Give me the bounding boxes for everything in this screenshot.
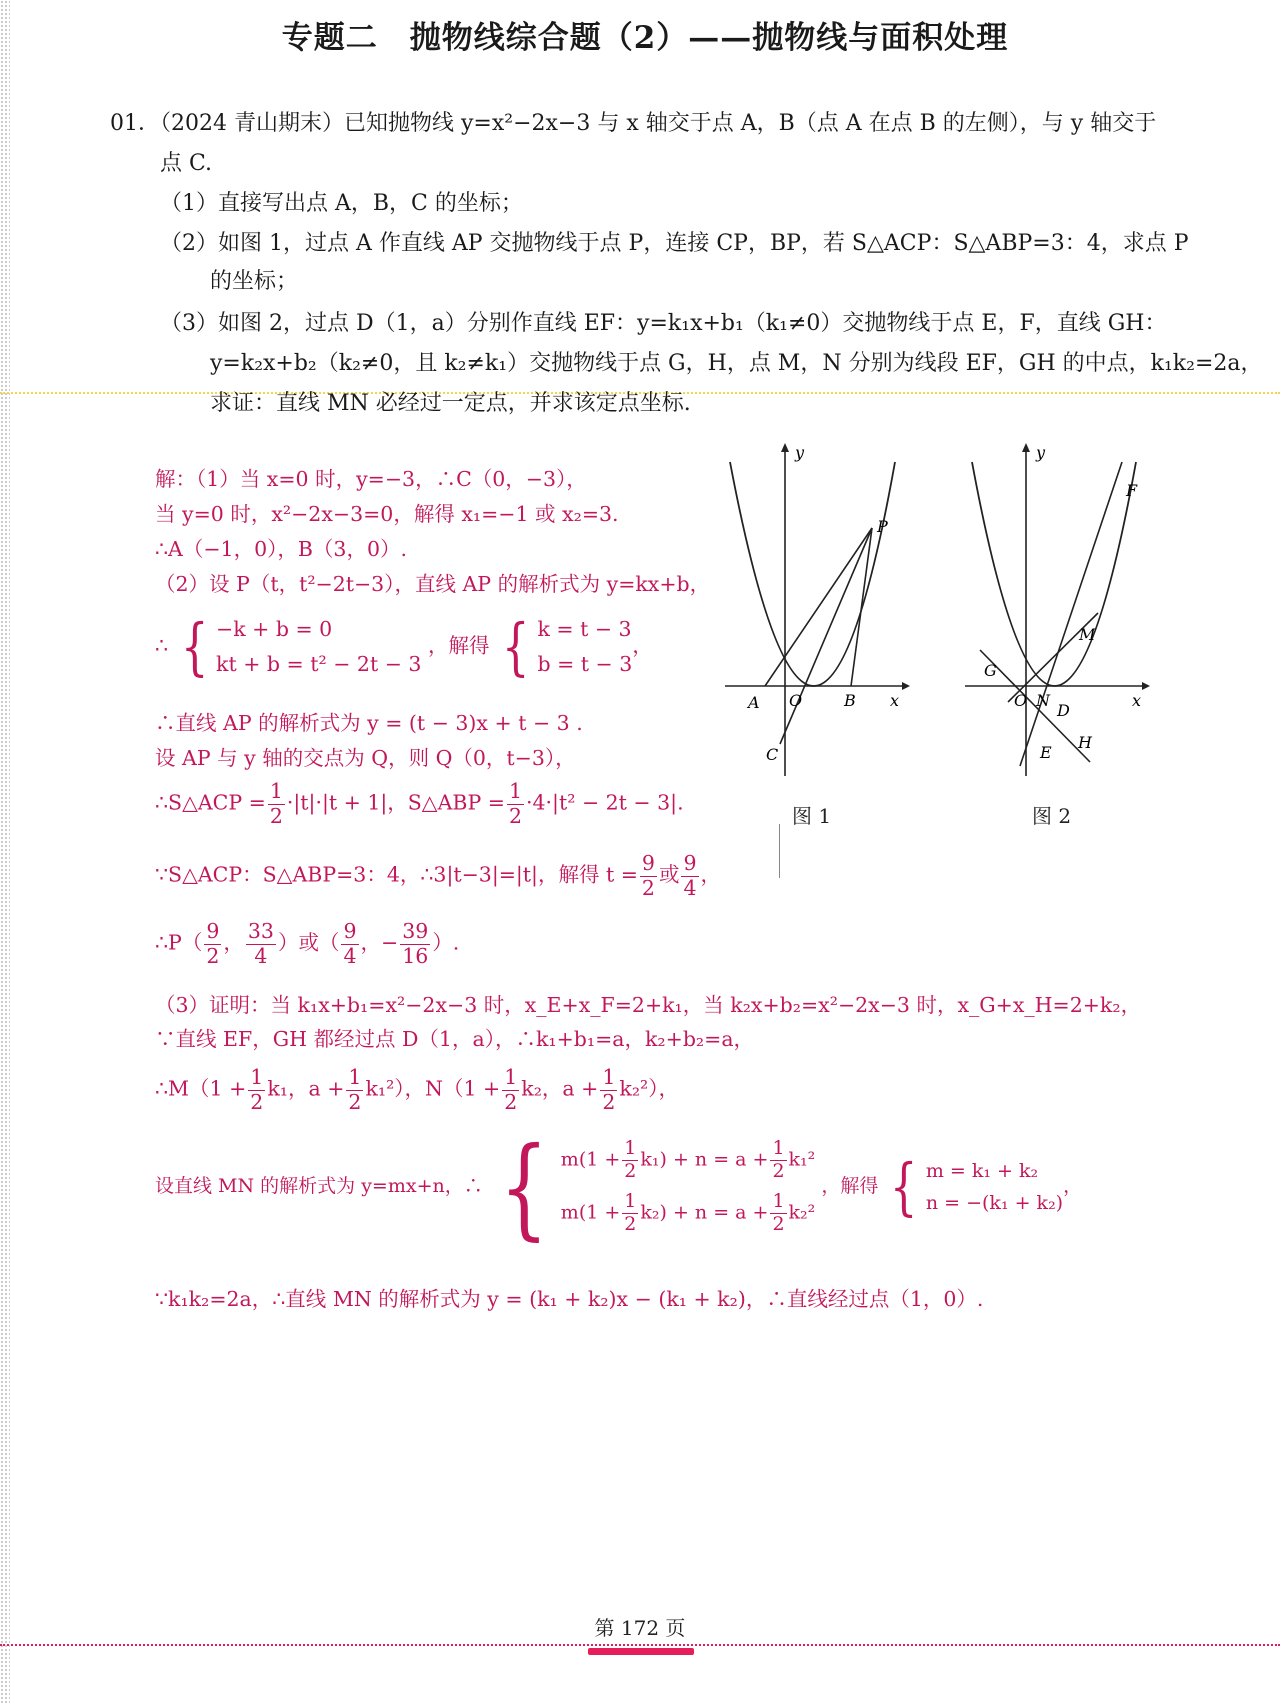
fraction: [770, 1138, 786, 1183]
line-AP: [765, 528, 872, 686]
text: ∴P（: [155, 930, 203, 955]
text: ∵S△ACP：S△ABP=3：4，∴3|t−3|=|t|，解得 t =: [155, 862, 638, 887]
figure-1: [720, 440, 910, 780]
text: ∴S△ACP =: [155, 790, 266, 815]
text: k₂²），: [619, 1076, 679, 1101]
numerator: 9: [206, 919, 220, 943]
label-D: D: [1057, 701, 1070, 720]
scan-mark: [779, 824, 780, 878]
fraction: [346, 1066, 363, 1114]
fraction: [502, 1066, 519, 1114]
punctuation: ，: [700, 862, 721, 887]
problem-part-3-line-1: （3）如图 2，过点 D（1，a）分别作直线 EF：y=k₁x+b₁（k₁≠0）交抛物线于点 E，F，直线 GH：: [160, 311, 1167, 336]
numerator: 1: [269, 779, 283, 803]
numerator: 1: [602, 1065, 616, 1089]
solution-system-1: [155, 609, 653, 683]
x-axis-arrow: [902, 682, 910, 690]
fraction: [622, 1138, 638, 1183]
solution-system: [537, 612, 632, 682]
text: ，: [223, 930, 244, 955]
denominator: 2: [772, 1212, 785, 1235]
numerator: 1: [772, 1190, 785, 1212]
page-number: 第 172 页: [594, 1616, 686, 1640]
therefore-symbol: ∴: [155, 633, 169, 658]
punctuation: ，: [1063, 1175, 1083, 1197]
solution-line-4: （2）设 P（t，t²−2t−3），直线 AP 的解析式为 y=kx+b，: [155, 572, 711, 596]
text: k₂²: [788, 1201, 816, 1224]
denominator: 2: [348, 1089, 362, 1114]
numerator: 9: [683, 851, 697, 875]
fraction: [622, 1191, 638, 1236]
numerator: 39: [402, 919, 429, 943]
x-axis-arrow: [1142, 682, 1150, 690]
solution-line-8: [155, 852, 721, 900]
equation: b = t − 3: [537, 651, 633, 676]
numerator: 33: [247, 919, 274, 943]
numerator: 1: [504, 1065, 518, 1089]
denominator: 2: [772, 1160, 785, 1183]
numerator: 9: [343, 919, 357, 943]
denominator: 4: [683, 875, 697, 900]
solution-line-10: （3）证明：当 k₁x+b₁=x²−2x−3 时，x_E+x_F=2+k₁，当 k₂x+b₂=x²−2x−3 时，x_G+x_H=2+k₂，: [155, 993, 1142, 1017]
footer-dotted-line: [0, 1644, 1280, 1646]
text: m(1 +: [560, 1201, 621, 1224]
text: 或: [658, 862, 680, 887]
problem-source: （2024 青山期末）: [160, 111, 344, 136]
text: m(1 +: [560, 1148, 621, 1171]
label-A: A: [748, 693, 760, 712]
denominator: 2: [206, 943, 220, 968]
y-axis-arrow: [781, 443, 789, 452]
denominator: 2: [641, 875, 655, 900]
problem-part-2-line-2: 的坐标；: [210, 269, 299, 294]
figure-1-caption: 图 1: [792, 804, 832, 828]
page-edge-texture: [0, 0, 10, 1704]
label-O: O: [1014, 691, 1028, 710]
solution-line-3: ∴A（−1，0），B（3，0）.: [155, 537, 408, 561]
numerator: 1: [250, 1065, 264, 1089]
y-axis-arrow: [1022, 443, 1030, 452]
denominator: 2: [602, 1089, 616, 1114]
left-brace: {: [180, 609, 209, 683]
denominator: 2: [269, 803, 283, 828]
equation: −k + b = 0: [216, 617, 333, 641]
text: k₁，a +: [267, 1076, 345, 1101]
parabola: [730, 462, 895, 686]
numerator: 1: [624, 1190, 637, 1212]
text: k₂，a +: [521, 1076, 599, 1101]
problem-line-1: [110, 106, 1156, 137]
solve-text: ，解得: [821, 1175, 879, 1197]
denominator: 4: [343, 943, 357, 968]
label-O: O: [789, 691, 803, 710]
numerator: 1: [624, 1137, 637, 1160]
punctuation: ，: [632, 633, 653, 658]
problem-line-2: 点 C.: [160, 151, 213, 176]
equation: [561, 1187, 816, 1240]
denominator: 16: [402, 943, 429, 968]
problem-text: 已知抛物线 y=x²−2x−3 与 x 轴交于点 A，B（点 A 在点 B 的左侧），与 y 轴交于: [343, 111, 1157, 136]
label-E: E: [1040, 743, 1052, 762]
text: ∴M（1 +: [155, 1076, 247, 1101]
denominator: 2: [250, 1089, 264, 1114]
label-M: M: [1079, 625, 1096, 644]
equation: [561, 1134, 816, 1187]
figure-2: [960, 440, 1150, 780]
text: ·|t|·|t + 1|，S△ABP =: [286, 790, 505, 815]
fraction: [246, 920, 276, 968]
equation: kt + b = t² − 2t − 3: [216, 651, 422, 676]
numerator: 1: [772, 1137, 785, 1160]
text: k₁²），N（1 +: [365, 1076, 501, 1101]
page-title: 专题二 抛物线综合题（2）——抛物线与面积处理: [281, 20, 1009, 56]
text: ）.: [432, 930, 460, 955]
solution-line-14: ∵k₁k₂=2a，∴直线 MN 的解析式为 y = (k₁ + k₂)x − (k₁ + k₂)，∴直线经过点（1，0）.: [155, 1287, 984, 1311]
denominator: 2: [624, 1160, 637, 1183]
fraction: [600, 1066, 617, 1114]
label-G: G: [984, 661, 997, 680]
label-x: x: [1132, 691, 1142, 710]
footer-accent-bar: [588, 1648, 694, 1655]
text: k₁) + n = a +: [640, 1148, 769, 1171]
left-brace: {: [890, 1150, 918, 1223]
problem-number: 01．: [110, 111, 160, 136]
solution-line-6: 设 AP 与 y 轴的交点为 Q，则 Q（0，t−3），: [155, 746, 576, 770]
label-x: x: [890, 691, 900, 710]
solution-line-5: ∴直线 AP 的解析式为 y = (t − 3)x + t − 3 .: [155, 711, 583, 735]
solution-line-7: [155, 780, 684, 828]
equation: n = −(k₁ + k₂): [925, 1192, 1064, 1214]
fraction: [268, 780, 285, 828]
denominator: 2: [504, 1089, 518, 1114]
label-P: P: [877, 517, 888, 536]
solution-line-12: [155, 1066, 679, 1114]
label-H: H: [1078, 733, 1092, 752]
numerator: 1: [348, 1065, 362, 1089]
problem-part-3-line-2: y=k₂x+b₂（k₂≠0，且 k₂≠k₁）交抛物线于点 G，H，点 M，N 分别为线段 EF，GH 的中点，k₁k₂=2a，: [210, 351, 1263, 376]
solution-line-13: [155, 1123, 1083, 1251]
text: ）或（: [277, 930, 340, 955]
label-y: y: [1036, 443, 1046, 462]
fraction: [507, 780, 524, 828]
problem-part-1: （1）直接写出点 A，B，C 的坐标；: [160, 191, 523, 216]
denominator: 2: [624, 1212, 637, 1235]
text: k₁²: [788, 1148, 816, 1171]
denominator: 2: [508, 803, 522, 828]
solution-line-1: 解：（1）当 x=0 时，y=−3，∴C（0，−3），: [155, 467, 587, 491]
equation: m = k₁ + k₂: [925, 1159, 1039, 1182]
equation: k = t − 3: [537, 617, 632, 641]
fraction: [681, 852, 698, 900]
left-brace: {: [499, 1123, 549, 1251]
problem-part-2-line-1: （2）如图 1，过点 A 作直线 AP 交抛物线于点 P，连接 CP，BP，若 S△ACP：S△ABP=3：4，求点 P: [160, 231, 1189, 256]
fraction: [204, 920, 221, 968]
label-y: y: [795, 443, 805, 462]
solution-system: [926, 1155, 1063, 1220]
fraction: [640, 852, 657, 900]
problem-part-3-line-3: 求证：直线 MN 必经过一定点，并求该定点坐标.: [210, 391, 691, 416]
text: ，−: [360, 930, 399, 955]
label-N: N: [1036, 691, 1050, 710]
fraction: [341, 920, 358, 968]
equation-system: [216, 612, 421, 682]
numerator: 9: [641, 851, 655, 875]
solution-line-9: [155, 920, 459, 968]
denominator: 4: [254, 943, 268, 968]
label-C: C: [766, 745, 779, 764]
left-brace: {: [501, 609, 530, 683]
solve-text: ，解得: [427, 633, 490, 658]
fraction: [770, 1191, 786, 1236]
solution-line-11: ∵直线 EF，GH 都经过点 D（1，a），∴k₁+b₁=a，k₂+b₂=a，: [155, 1027, 755, 1051]
text: k₂) + n = a +: [640, 1201, 769, 1224]
line-EF: [1020, 462, 1122, 766]
fraction: [248, 1066, 265, 1114]
label-B: B: [844, 691, 856, 710]
text: 设直线 MN 的解析式为 y=mx+n，∴: [155, 1175, 483, 1197]
fraction: [400, 920, 430, 968]
figure-2-caption: 图 2: [1032, 804, 1072, 828]
equation-system: [561, 1134, 816, 1239]
label-F: F: [1126, 481, 1138, 500]
numerator: 1: [508, 779, 522, 803]
text: ·4·|t² − 2t − 3|.: [525, 790, 684, 815]
solution-line-2: 当 y=0 时，x²−2x−3=0，解得 x₁=−1 或 x₂=3.: [155, 502, 619, 526]
